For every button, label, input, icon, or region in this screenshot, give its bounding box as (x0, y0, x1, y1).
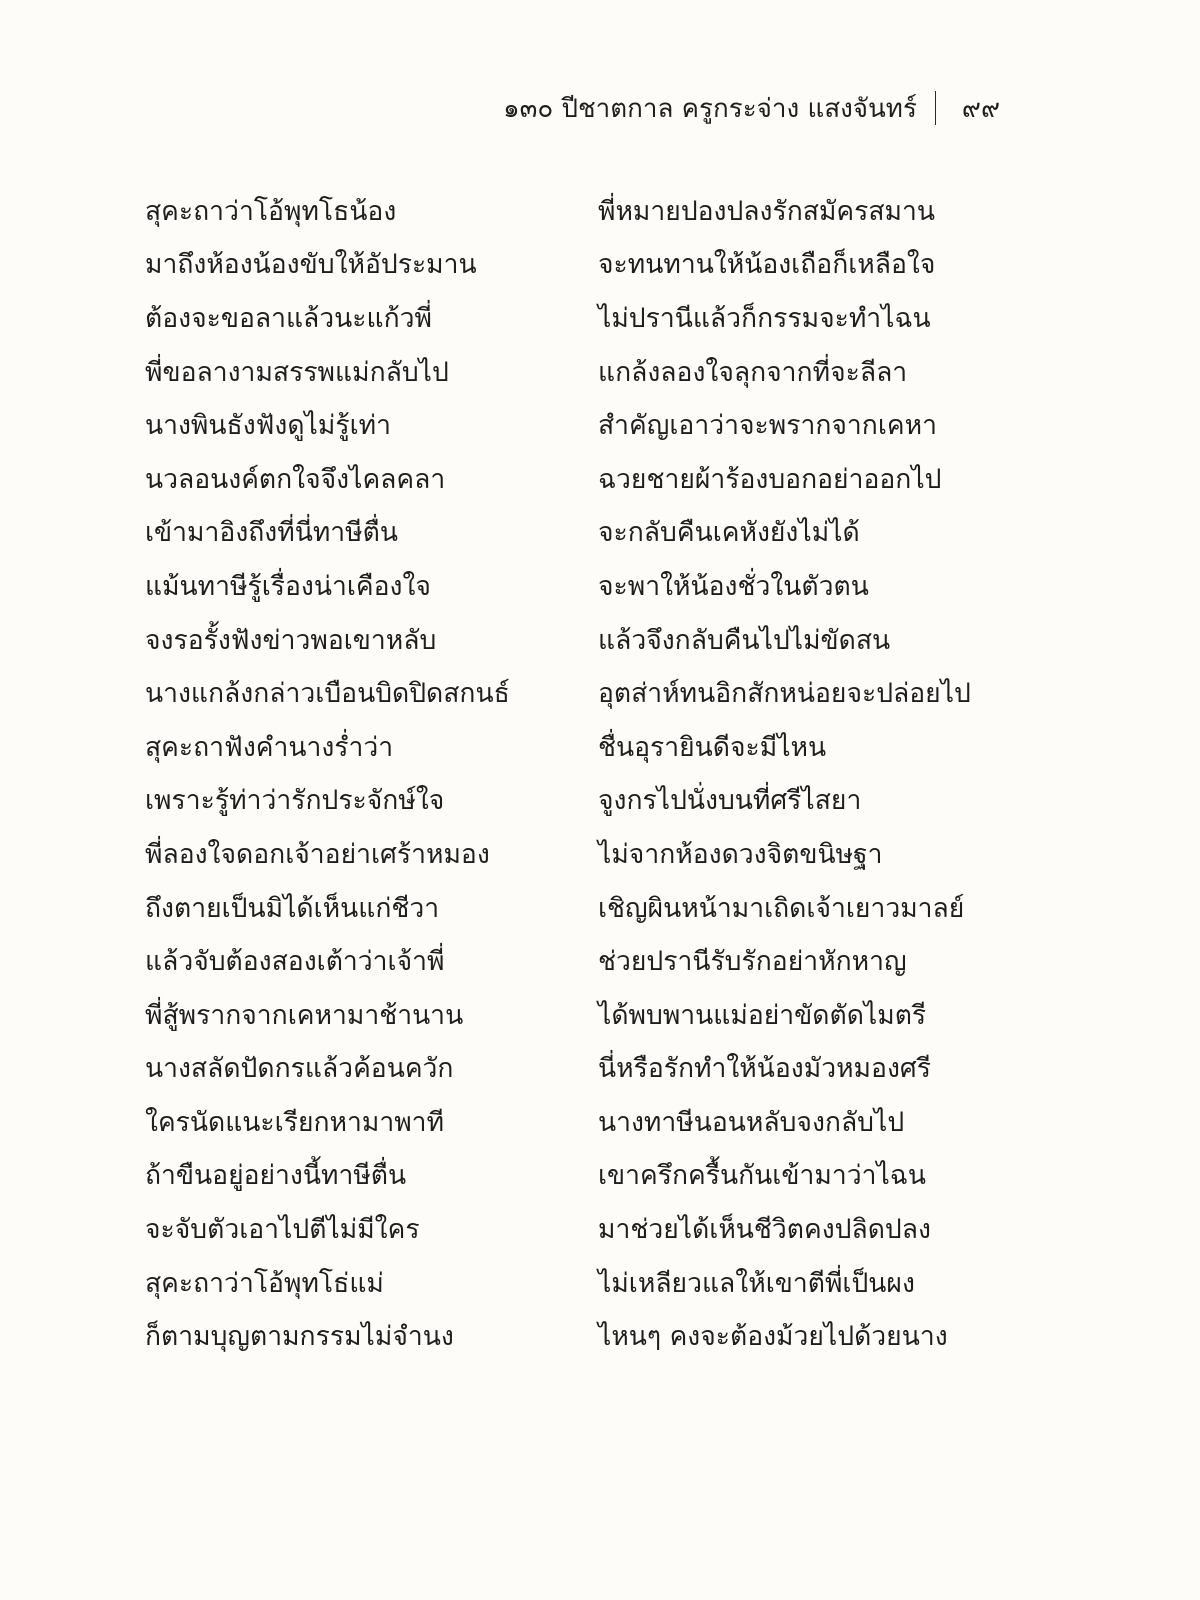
verse-couplet (145, 398, 1045, 452)
verse-second-line: เชิญผินหน้ามาเถิดเจ้าเยาวมาลย์ (598, 892, 965, 924)
verse-couplet (145, 613, 1045, 667)
page-number: ๙๙ (961, 93, 1000, 124)
verse-first-line: พี่ลองใจดอกเจ้าอย่าเศร้าหมอง (145, 838, 490, 870)
verse-second-line: ฉวยชายผ้าร้องบอกอย่าออกไป (598, 463, 942, 495)
verse-second-line: แล้วจึงกลับคืนไปไม่ขัดสน (598, 624, 891, 656)
verse-couplet (145, 774, 1045, 828)
verse-first-line: ถ้าขืนอยู่อย่างนี้ทาษีตื่น (145, 1160, 407, 1192)
verse-second-line: ไม่จากห้องดวงจิตขนิษฐา (598, 838, 883, 870)
verse-first-line: เพราะรู้ท่าว่ารักประจักษ์ใจ (145, 785, 445, 817)
verse-first-line: เข้ามาอิงถึงที่นี่ทาษีตื่น (145, 517, 398, 549)
verse-couplet (145, 881, 1045, 935)
verse-couplet (145, 184, 1045, 238)
verse-second-line: ไม่เหลียวแลให้เขาตีพี่เป็นผง (598, 1267, 915, 1299)
verse-first-line: สุคะถาฟังคำนางร่ำว่า (145, 731, 394, 763)
verse-first-line: พี่ขอลางามสรรพแม่กลับไป (145, 356, 449, 388)
verse-second-line: ได้พบพานแม่อย่าขัดตัดไมตรี (598, 999, 927, 1031)
verse-couplet (145, 1095, 1045, 1149)
verse-couplet (145, 559, 1045, 613)
poem-verses (145, 184, 1045, 1363)
verse-couplet (145, 1202, 1045, 1256)
verse-second-line: จูงกรไปนั่งบนที่ศรีไสยา (598, 785, 862, 817)
verse-couplet (145, 291, 1045, 345)
verse-couplet (145, 506, 1045, 560)
running-header (503, 88, 1000, 128)
verse-second-line: สำคัญเอาว่าจะพรากจากเคหา (598, 410, 937, 442)
header-title: ๑๓๐ ปีชาตกาล ครูกระจ่าง แสงจันทร์ (503, 93, 917, 124)
verse-couplet (145, 934, 1045, 988)
verse-second-line: มาช่วยได้เห็นชีวิตคงปลิดปลง (598, 1214, 931, 1246)
verse-couplet (145, 452, 1045, 506)
verse-couplet (145, 827, 1045, 881)
verse-second-line: นี่หรือรักทำให้น้องมัวหมองศรี (598, 1053, 931, 1085)
verse-first-line: พี่สู้พรากจากเคหามาช้านาน (145, 999, 464, 1031)
verse-second-line: นางทาษีนอนหลับจงกลับไป (598, 1106, 905, 1138)
verse-couplet (145, 1309, 1045, 1363)
verse-first-line: ต้องจะขอลาแล้วนะแก้วพี่ (145, 302, 432, 334)
verse-first-line: นวลอนงค์ตกใจจึงไคลคลา (145, 463, 446, 495)
verse-first-line: แม้นทาษีรู้เรื่องน่าเคืองใจ (145, 570, 431, 602)
verse-couplet (145, 345, 1045, 399)
verse-second-line: จะกลับคืนเคหังยังไม่ได้ (598, 517, 860, 549)
verse-first-line: นางพินธังฟังดูไม่รู้เท่า (145, 410, 391, 442)
verse-first-line: จะจับตัวเอาไปตีไม่มีใคร (145, 1214, 420, 1246)
verse-second-line: อุตส่าห์ทนอิกสักหน่อยจะปล่อยไป (598, 678, 971, 710)
verse-couplet (145, 666, 1045, 720)
verse-first-line: นางสลัดปัดกรแล้วค้อนควัก (145, 1053, 454, 1085)
verse-first-line: จงรอรั้งฟังข่าวพอเขาหลับ (145, 624, 437, 656)
verse-second-line: เขาครึกครื้นกันเข้ามาว่าไฉน (598, 1160, 926, 1192)
verse-first-line: ถึงตายเป็นมิได้เห็นแก่ชีวา (145, 892, 440, 924)
verse-first-line: ก็ตามบุญตามกรรมไม่จำนง (145, 1321, 454, 1353)
verse-couplet (145, 1042, 1045, 1096)
verse-first-line: ใครนัดแนะเรียกหามาพาที (145, 1106, 445, 1138)
verse-first-line: แล้วจับต้องสองเต้าว่าเจ้าพี่ (145, 946, 445, 978)
verse-couplet (145, 238, 1045, 292)
verse-second-line: แกล้งลองใจลุกจากที่จะลีลา (598, 356, 908, 388)
verse-couplet (145, 988, 1045, 1042)
verse-couplet (145, 1256, 1045, 1310)
verse-first-line: สุคะถาว่าโอ้พุทโธ่แม่ (145, 1267, 384, 1299)
verse-second-line: ไหนๆ คงจะต้องม้วยไปด้วยนาง (598, 1321, 948, 1353)
verse-first-line: สุคะถาว่าโอ้พุทโธน้อง (145, 195, 397, 227)
verse-second-line: ไม่ปรานีแล้วก็กรรมจะทำไฉน (598, 302, 931, 334)
verse-couplet (145, 720, 1045, 774)
verse-second-line: ช่วยปรานีรับรักอย่าหักหาญ (598, 946, 907, 978)
verse-second-line: พี่หมายปองปลงรักสมัครสมาน (598, 195, 936, 227)
verse-first-line: นางแกล้งกล่าวเบือนบิดปิดสกนธ์ (145, 678, 510, 710)
verse-second-line: ชื่นอุรายินดีจะมีไหน (598, 731, 827, 763)
verse-second-line: จะทนทานให้น้องเถือก็เหลือใจ (598, 249, 936, 281)
verse-second-line: จะพาให้น้องชั่วในตัวตน (598, 570, 869, 602)
verse-couplet (145, 1149, 1045, 1203)
verse-first-line: มาถึงห้องน้องขับให้อัประมาน (145, 249, 477, 281)
